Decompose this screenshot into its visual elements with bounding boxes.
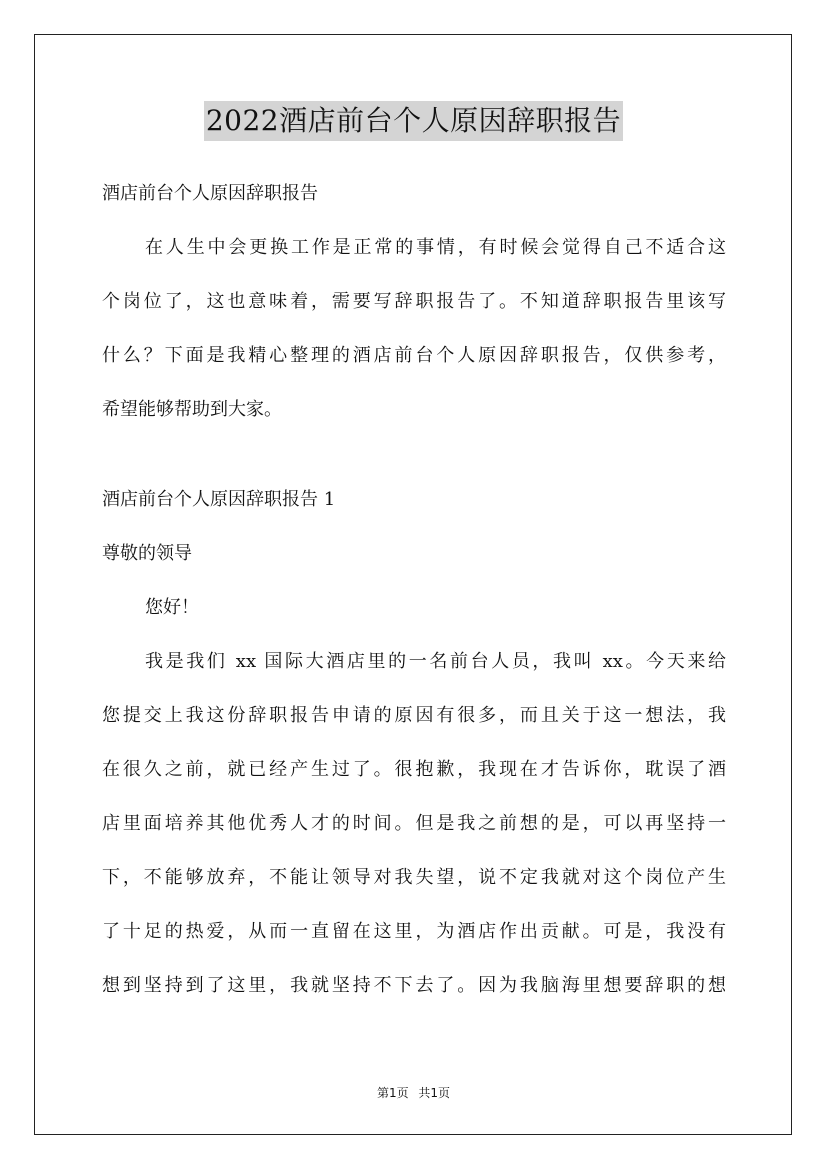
document-title: 2022酒店前台个人原因辞职报告	[204, 101, 623, 141]
intro-line: 在人生中会更换工作是正常的事情，有时候会觉得自己不适合这	[145, 237, 726, 258]
spacer	[102, 842, 726, 860]
spacer	[102, 950, 726, 968]
spacer	[102, 680, 726, 698]
body-line: 了十足的热爱，从而一直留在这里，为酒店作出贡献。可是，我没有	[102, 921, 726, 942]
intro-line: 希望能够帮助到大家。	[102, 399, 282, 420]
spacer	[102, 320, 726, 338]
intro-line: 个岗位了，这也意味着，需要写辞职报告了。不知道辞职报告里该写	[102, 291, 726, 312]
section-heading: 酒店前台个人原因辞职报告 1	[102, 489, 336, 510]
title-wrap	[0, 101, 827, 141]
page-footer	[0, 1085, 827, 1101]
body-line: 下，不能够放弃，不能让领导对我失望，说不定我就对这个岗位产生	[102, 867, 726, 888]
page-total: 共1页	[418, 1086, 451, 1100]
spacer	[102, 788, 726, 806]
spacer	[102, 266, 726, 284]
spacer	[102, 572, 726, 590]
body-line: 我是我们 xx 国际大酒店里的一名前台人员，我叫 xx。今天来给	[145, 651, 726, 672]
body-line: 在很久之前，就已经产生过了。很抱歉，我现在才告诉你，耽误了酒	[102, 759, 726, 780]
spacer	[102, 896, 726, 914]
document-body	[102, 176, 726, 1004]
spacer	[102, 626, 726, 644]
spacer	[102, 374, 726, 392]
spacer	[102, 734, 726, 752]
spacer	[102, 212, 726, 230]
spacer	[102, 518, 726, 536]
spacer	[102, 428, 726, 482]
body-line: 店里面培养其他优秀人才的时间。但是我之前想的是，可以再坚持一	[102, 813, 726, 834]
body-line: 您提交上我这份辞职报告申请的原因有很多，而且关于这一想法，我	[102, 705, 726, 726]
greeting: 您好！	[145, 597, 199, 618]
salutation: 尊敬的领导	[102, 543, 192, 564]
body-line: 想到坚持到了这里，我就坚持不下去了。因为我脑海里想要辞职的想	[102, 975, 726, 996]
document-subtitle: 酒店前台个人原因辞职报告	[102, 183, 318, 204]
intro-line: 什么？下面是我精心整理的酒店前台个人原因辞职报告，仅供参考，	[102, 345, 726, 366]
page-number: 第1页	[376, 1086, 409, 1100]
